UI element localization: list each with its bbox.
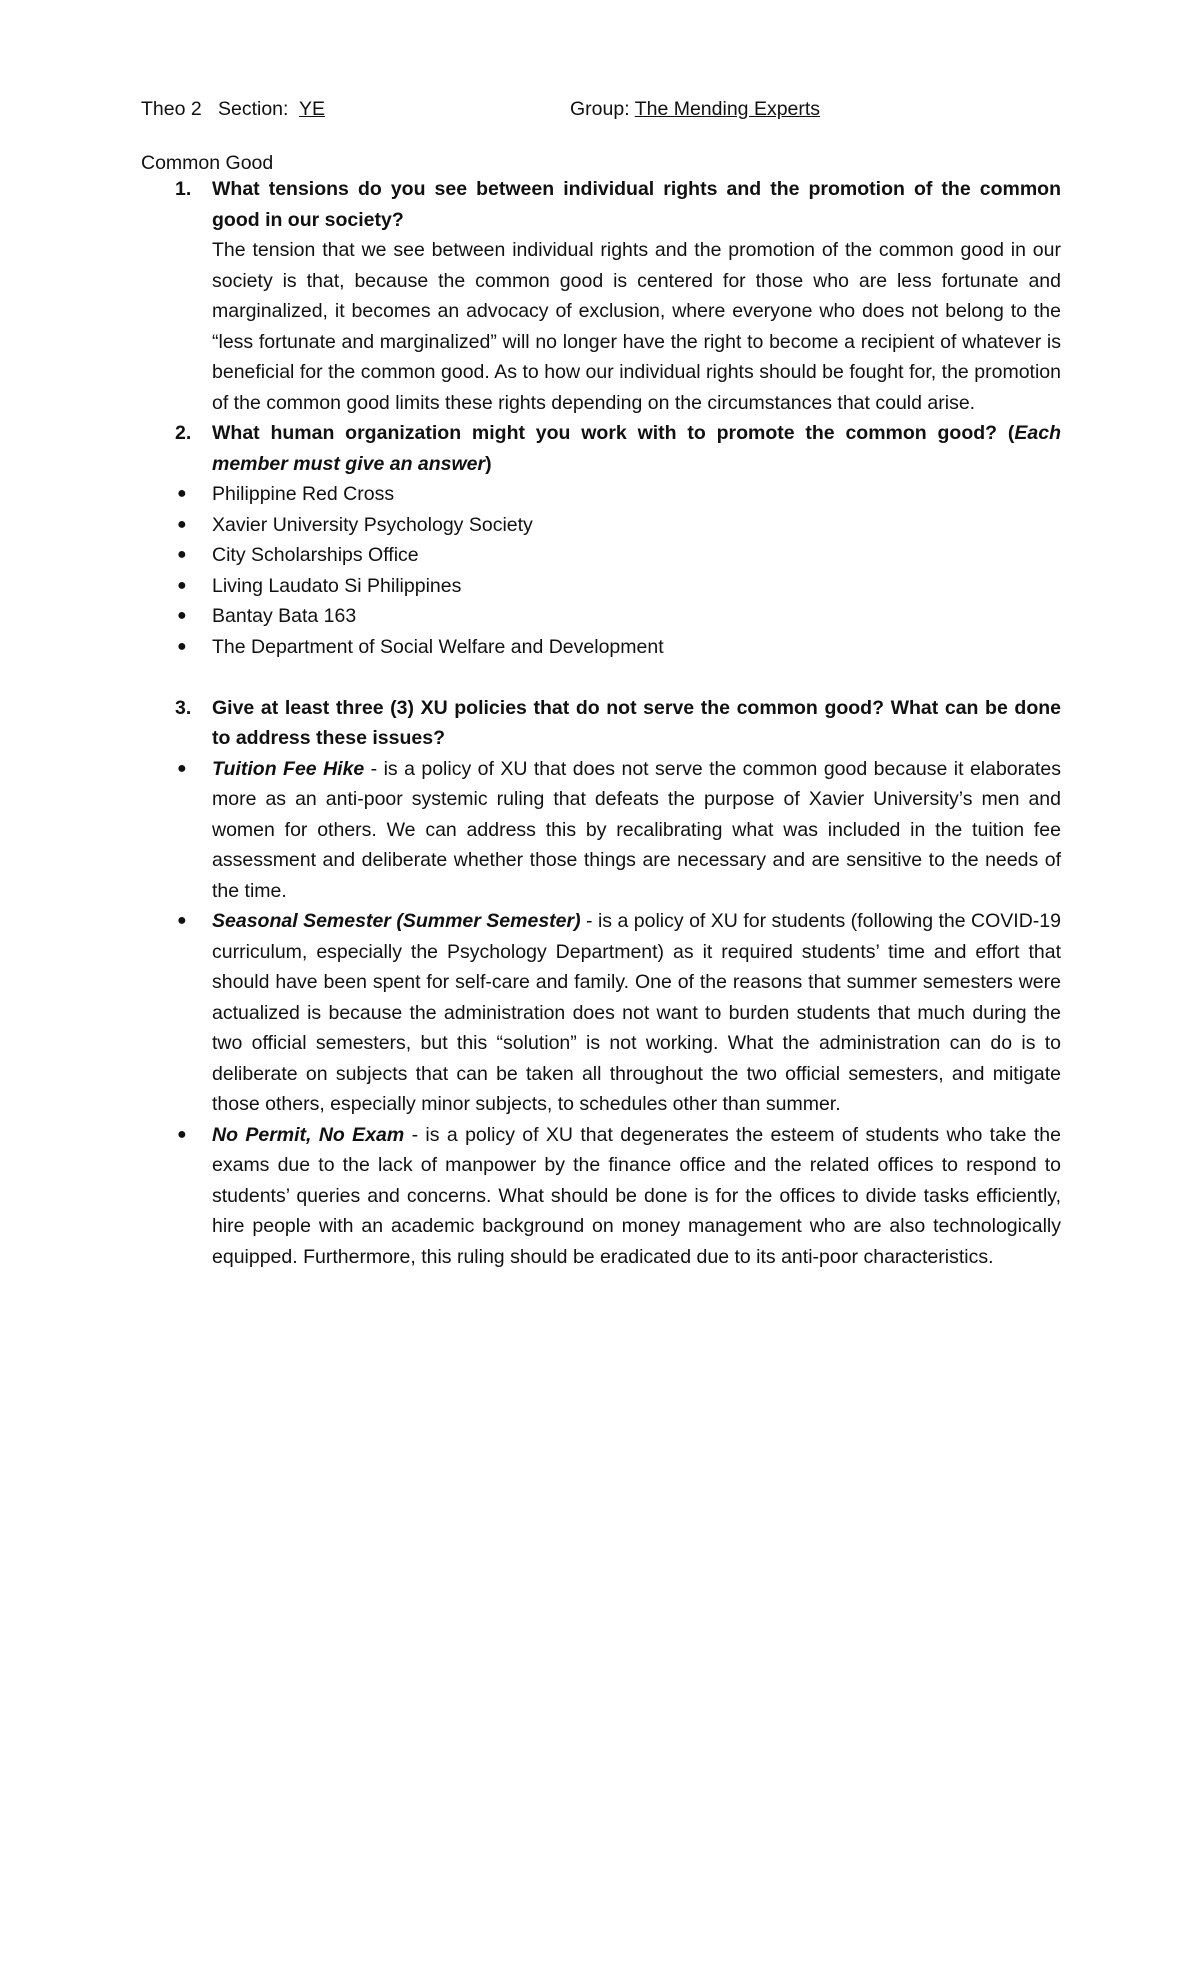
organization-list xyxy=(141,479,1061,662)
question-note: Each member must give an answer xyxy=(212,422,1061,475)
spacer xyxy=(141,662,1061,693)
policy-description: - is a policy of XU that degenerates the esteem of students who take the exams due to the lack of manpower by the finance office and the related offices to respond to students’ queries and concerns. What should be done is for the offices to divide tasks efficiently, hire people with an academic background on money management who are also technologically equipped. Furthermore, this ruling should be eradicated due to its anti-poor characteristics. xyxy=(212,1123,1061,1268)
group-label: Group: xyxy=(570,98,630,120)
course-name: Theo 2 xyxy=(141,98,202,120)
course-section xyxy=(141,94,325,125)
list-item: ● Bantay Bata 163 xyxy=(141,601,1061,632)
bullet-icon: ● xyxy=(177,637,187,655)
list-item: ● Living Laudato Si Philippines xyxy=(141,571,1061,602)
section-label: Section: xyxy=(217,98,289,120)
question-number: 1. xyxy=(175,178,192,200)
policy-description: - is a policy of XU that does not serve the common good because it elaborates more as an anti-poor systemic ruling that defeats the purpose of Xavier University’s men and women for others. We can address this by recalibrating what was included in the tuition fee assessment and deliberate whether those things are necessary and are sensitive to the needs of the time. xyxy=(212,757,1062,902)
list-item: ● City Scholarships Office xyxy=(141,540,1061,571)
question-text: What tensions do you see between individual rights and the promotion of the common good in our society? xyxy=(212,178,1061,231)
list-item xyxy=(141,1120,1061,1273)
bullet-icon: ● xyxy=(177,485,187,502)
group-value: The Mending Experts xyxy=(634,98,821,120)
page-title: Common Good xyxy=(141,152,274,174)
question-number: 3. xyxy=(175,696,192,719)
question-text: Give at least three (3) XU policies that do not serve the common good? What can be done to address these issues? xyxy=(212,696,1061,749)
policy-term: Seasonal Semester (Summer Semester) xyxy=(212,910,581,932)
bullet-icon: ● xyxy=(177,576,187,594)
list-item: ● Philippine Red Cross xyxy=(141,479,1061,510)
list-item: ● Xavier University Psychology Society xyxy=(141,510,1061,541)
list-item xyxy=(141,754,1061,907)
question-text: What human organization might you work with to promote the common good? (Each member must give an answer) xyxy=(212,422,1061,475)
question-3 xyxy=(141,693,1061,754)
policy-description: - is a policy of XU for students (following the COVID-19 curriculum, especially the Psychology Department) as it required students’ time and effort that should have been spent for self-care and family. One of the reasons that summer semesters were actualized is because the administration does not want to burden students that much during the two official semesters, but this “solution” is not working. What the administration can do is to deliberate on subjects that can be taken all throughout the two official semesters, and mitigate those others, especially minor subjects, to schedules other than summer. xyxy=(212,910,1061,1115)
group-info xyxy=(570,94,820,125)
answer-paragraph: The tension that we see between individual rights and the promotion of the common good in our society is that, because the common good is centered for those who are less fortunate and marginalized, it becomes an advocacy of exclusion, where everyone who does not belong to the “less fortunate and marginalized” will no longer have the right to become a recipient of whatever is beneficial for the common good. As to how our individual rights should be fought for, the promotion of the common good limits these rights depending on the circumstances that could arise. xyxy=(212,239,1061,414)
policy-term: No Permit, No Exam xyxy=(212,1123,405,1146)
list-item: ● The Department of Social Welfare and Development xyxy=(141,632,1061,663)
policy-list xyxy=(141,754,1061,1273)
bullet-icon: ● xyxy=(177,607,187,624)
section-value: YE xyxy=(298,98,325,120)
bullet-icon: ● xyxy=(177,515,187,533)
document-header xyxy=(141,94,1061,124)
bullet-icon: ● xyxy=(177,912,187,929)
question-number: 2. xyxy=(175,422,192,444)
question-2 xyxy=(141,418,1061,479)
question-1 xyxy=(141,174,1061,418)
document-body xyxy=(141,174,1061,1272)
policy-term: Tuition Fee Hike xyxy=(212,757,365,780)
list-item xyxy=(141,906,1061,1120)
bullet-icon: ● xyxy=(177,759,187,777)
bullet-icon: ● xyxy=(177,1125,187,1143)
bullet-icon: ● xyxy=(177,546,187,563)
